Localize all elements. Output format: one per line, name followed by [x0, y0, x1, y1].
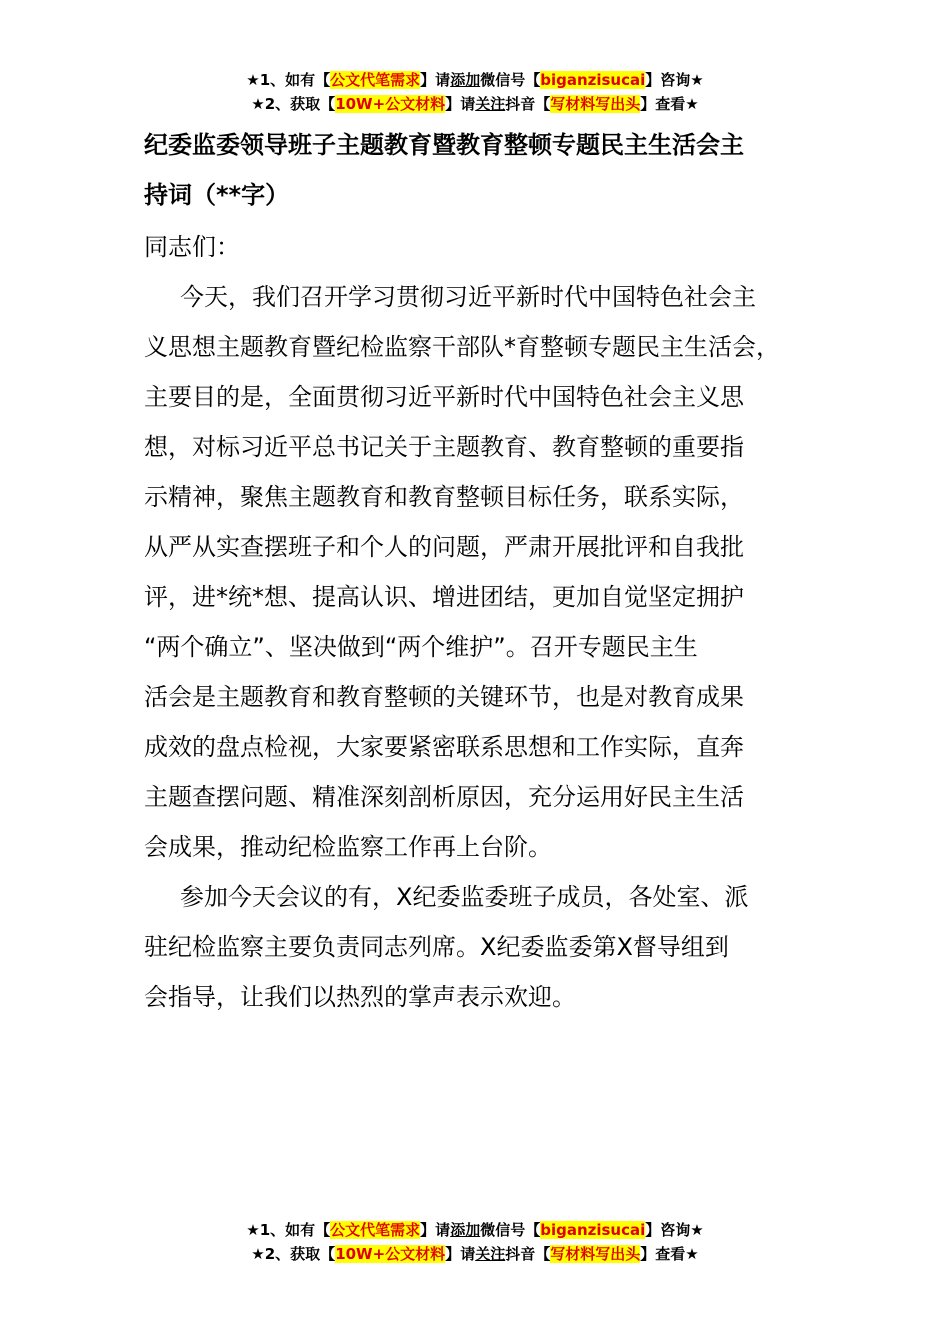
- banner-text: 】咨询★: [645, 71, 704, 89]
- banner-text: ★2、获取【: [251, 95, 336, 113]
- text-line: 义思想主题教育暨纪检监察干部队*育整顿专题民主生活会，: [144, 333, 780, 361]
- banner-text: 】查看★: [640, 95, 699, 113]
- banner-text: 抖音【: [505, 95, 551, 113]
- title-line-2: 持词（**字）: [144, 181, 290, 209]
- banner-text: 】咨询★: [645, 1221, 704, 1239]
- text-line: 示精神，聚焦主题教育和教育整顿目标任务，联系实际，: [144, 483, 744, 511]
- banner-text: ★2、获取【: [251, 1245, 336, 1263]
- banner-text: 微信号【: [480, 1221, 541, 1239]
- text-line: 想，对标习近平总书记关于主题教育、教育整顿的重要指: [144, 433, 744, 461]
- document-body: [144, 272, 814, 1022]
- banner-text: 】请: [420, 1221, 451, 1239]
- banner-text: 】请: [445, 1245, 476, 1263]
- highlight-ghostwriting: 公文代笔需求: [330, 1221, 421, 1239]
- banner-text: 】请: [445, 95, 476, 113]
- banner-text: ★1、如有【: [246, 71, 331, 89]
- paragraph-1: [144, 272, 814, 872]
- text-line: 会指导，让我们以热烈的掌声表示欢迎。: [144, 983, 576, 1011]
- text-line: 主要目的是，全面贯彻习近平新时代中国特色社会主义思: [144, 383, 744, 411]
- title-line-1: 纪委监委领导班子主题教育暨教育整顿专题民主生活会主: [144, 131, 744, 159]
- highlight-materials: 10W+公文材料: [335, 95, 446, 113]
- banner-text: 抖音【: [505, 1245, 551, 1263]
- banner-text: ★1、如有【: [246, 1221, 331, 1239]
- underlined-add: 添加: [450, 1221, 481, 1239]
- highlight-douyin-account: 写材料写出头: [550, 95, 641, 113]
- text-line: 评，进*统*想、提高认识、增进团结，更加自觉坚定拥护: [144, 583, 744, 611]
- text-line: 成效的盘点检视，大家要紧密联系思想和工作实际，直奔: [144, 733, 744, 761]
- text-line: 主题查摆问题、精准深刻剖析原因，充分运用好民主生活: [144, 783, 744, 811]
- underlined-follow: 关注: [475, 1245, 506, 1263]
- text-line: 参加今天会议的有，X纪委监委班子成员，各处室、派: [180, 883, 749, 911]
- text-line: 会成果，推动纪检监察工作再上台阶。: [144, 833, 552, 861]
- banner-line-1: [0, 1218, 950, 1242]
- underlined-follow: 关注: [475, 95, 506, 113]
- paragraph-2: [144, 872, 814, 1022]
- highlight-wechat-id: biganzisucai: [540, 71, 646, 89]
- highlight-wechat-id: biganzisucai: [540, 1221, 646, 1239]
- text-line: 活会是主题教育和教育整顿的关键环节，也是对教育成果: [144, 683, 744, 711]
- footer-banner: [0, 1218, 950, 1266]
- text-line: “两个确立”、坚决做到“两个维护”。召开专题民主生: [144, 633, 698, 661]
- banner-text: 微信号【: [480, 71, 541, 89]
- text-line: 从严从实查摆班子和个人的问题，严肃开展批评和自我批: [144, 533, 744, 561]
- header-banner: [0, 68, 950, 116]
- banner-line-1: [0, 68, 950, 92]
- highlight-douyin-account: 写材料写出头: [550, 1245, 641, 1263]
- banner-line-2: [0, 92, 950, 116]
- text-line: 今天，我们召开学习贯彻习近平新时代中国特色社会主: [180, 283, 756, 311]
- highlight-ghostwriting: 公文代笔需求: [330, 71, 421, 89]
- salutation: 同志们：: [144, 233, 240, 261]
- underlined-add: 添加: [450, 71, 481, 89]
- document-title: [144, 120, 814, 220]
- banner-text: 】请: [420, 71, 451, 89]
- banner-text: 】查看★: [640, 1245, 699, 1263]
- highlight-materials: 10W+公文材料: [335, 1245, 446, 1263]
- text-line: 驻纪检监察主要负责同志列席。X纪委监委第X督导组到: [144, 933, 729, 961]
- banner-line-2: [0, 1242, 950, 1266]
